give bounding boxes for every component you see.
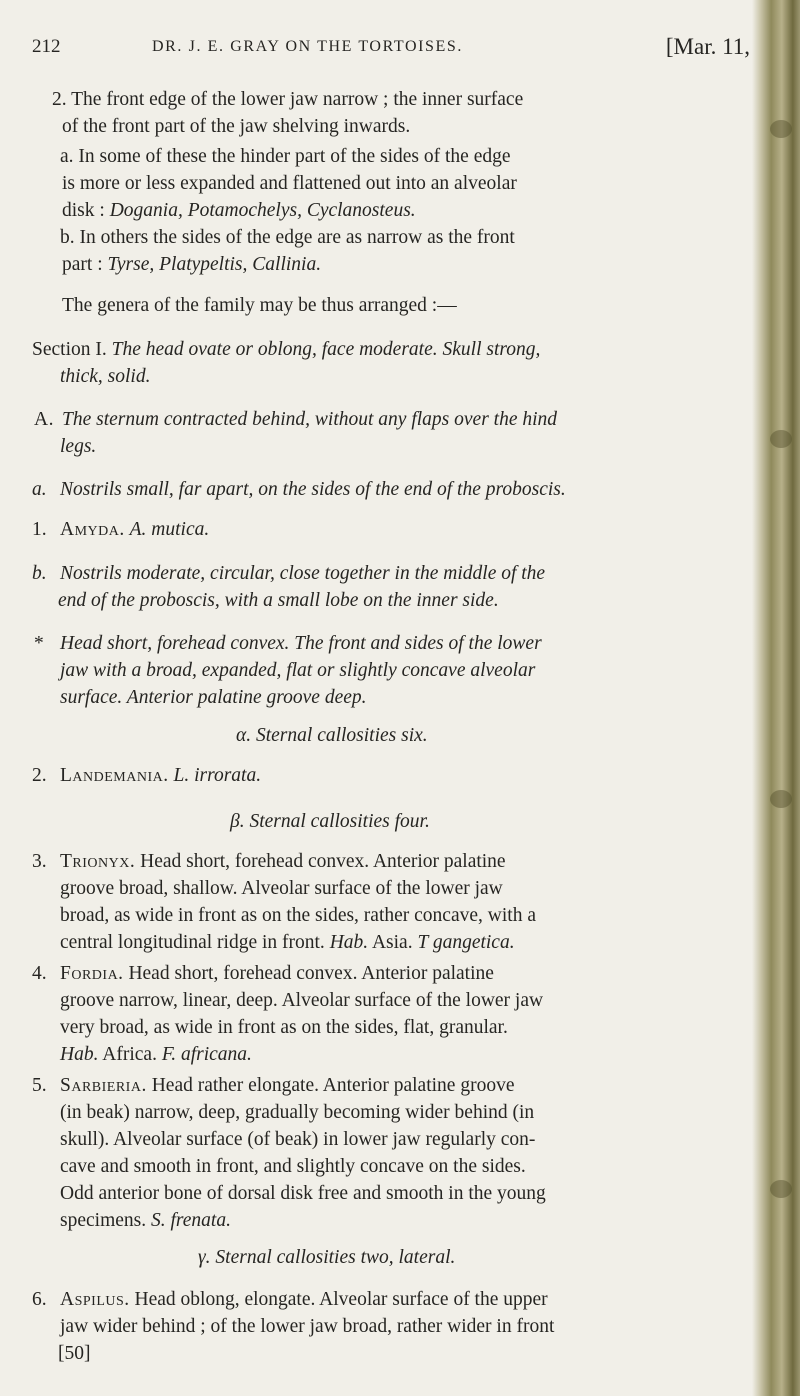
- genera-arranged: The genera of the family may be thus arranged :—: [62, 295, 457, 316]
- genus-trionyx: 3. Trionyx. Head short, forehead convex. Anterior palatine groove broad, shallow. Alveolar surface of the lower jaw broad, as wide in front as on the sides, rather concave, with a central longitudinal ridge in front. Hab. Asia. T gangetica.: [32, 851, 536, 953]
- page-number: 212: [32, 36, 61, 57]
- section-1: Section I. The head ovate or oblong, face moderate. Skull strong, thick, solid.: [32, 339, 541, 387]
- running-header: [32, 36, 752, 66]
- beta-heading: β. Sternal callosities four.: [230, 811, 430, 832]
- genus-amyda: 1. Amyda. A. mutica.: [32, 519, 210, 540]
- genus-aspilus: 6. Aspilus. Head oblong, elongate. Alveolar surface of the upper jaw wider behind ; of the lower jaw broad, rather wider in front: [32, 1289, 555, 1337]
- paragraph-a: a. In some of these the hinder part of the sides of the edge is more or less expanded and flattened out into an alveolar disk : Dogania, Potamochelys, Cyclanosteus.: [60, 146, 517, 221]
- division-a: A. The sternum contracted behind, without any flaps over the hind legs.: [34, 409, 558, 457]
- alpha-heading: α. Sternal callosities six.: [236, 725, 428, 746]
- paragraph-b: b. In others the sides of the edge are as narrow as the front part : Tyrse, Platypeltis, Callinia.: [60, 227, 515, 275]
- subdivision-a: a. Nostrils small, far apart, on the sides of the end of the proboscis.: [32, 479, 566, 500]
- star-group: * Head short, forehead convex. The front and sides of the lower jaw with a broad, expanded, flat or slightly concave alveolar surface. Anterior palatine groove deep.: [34, 633, 542, 708]
- genus-landemania: 2. Landemania. L. irrorata.: [32, 765, 262, 786]
- subdivision-b: b. Nostrils moderate, circular, close together in the middle of the end of the proboscis, with a small lobe on the inner side.: [32, 563, 546, 611]
- signature-mark: [50]: [58, 1343, 91, 1364]
- genus-sarbieria: 5. Sarbieria. Head rather elongate. Anterior palatine groove (in beak) narrow, deep, gradually becoming wider behind (in skull). Alveolar surface (of beak) in lower jaw regularly con- cave and smooth in front, and slightly concave on the sides. Odd anterior bone of dorsal disk free and smooth in the young specimens. S. frenata.: [32, 1075, 546, 1231]
- running-title: DR. J. E. GRAY ON THE TORTOISES.: [152, 38, 464, 55]
- paragraph-2: 2. The front edge of the lower jaw narrow ; the inner surface of the front part of the jaw shelving inwards.: [52, 89, 524, 137]
- genus-fordia: 4. Fordia. Head short, forehead convex. Anterior palatine groove narrow, linear, deep. Alveolar surface of the lower jaw very broad, as wide in front as on the sides, flat, granular. Hab. Africa. F. africana.: [32, 963, 544, 1065]
- header-date: [Mar. 11,: [665, 34, 750, 59]
- gamma-heading: γ. Sternal callosities two, lateral.: [198, 1247, 456, 1268]
